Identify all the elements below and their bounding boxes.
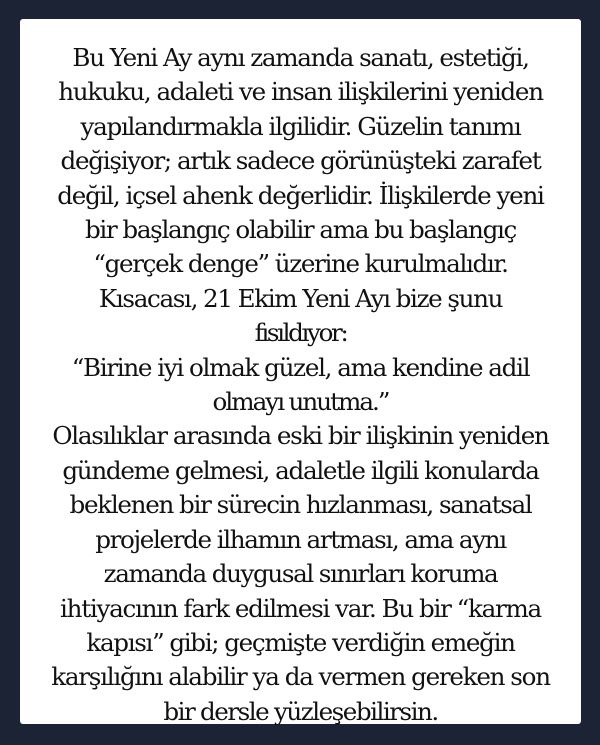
- quote-line: olmayı unutma.”: [212, 387, 389, 417]
- text-card: [20, 19, 581, 724]
- text-line: değişiyor; artık sadece görünüşteki zarafet: [60, 146, 541, 176]
- text-line: Bu Yeni Ay aynı zamanda sanatı, estetiği,: [72, 43, 529, 72]
- text-line: “gerçek denge” üzerine kurulmalıdır.: [93, 249, 508, 279]
- text-line: projelerde ilhamın artması, ama aynı: [95, 524, 506, 554]
- text-line: hukuku, adaleti ve insan ilişkilerini yeniden: [58, 77, 543, 107]
- text-line: ihtiyacının fark edilmesi var. Bu bir “karma: [60, 593, 541, 623]
- text-line: gündeme gelmesi, adaletle ilgili konularda: [62, 455, 539, 485]
- text-line: zamanda duygusal sınırları koruma: [103, 559, 498, 589]
- text-line: kapısı” gibi; geçmişte verdiğin emeğin: [86, 627, 515, 657]
- text-line: bir başlangıç olabilir ama bu başlangıç: [84, 215, 517, 245]
- quote-line: “Birine iyi olmak güzel, ama kendine adil: [71, 352, 530, 382]
- text-line: yapılandırmakla ilgilidir. Güzelin tanımı: [80, 111, 521, 141]
- text-line: bir dersle yüzleşebilirsin.: [163, 696, 438, 726]
- text-line: Kısacası, 21 Ekim Yeni Ayı bize şunu: [98, 283, 503, 313]
- text-line: karşılığını alabilir ya da vermen gereken son: [51, 662, 550, 692]
- text-line: fısıldıyor:: [254, 318, 347, 348]
- text-line: Olasılıklar arasında eski bir ilişkinin yeniden: [52, 421, 549, 451]
- text-line: beklenen bir sürecin hızlanması, sanatsal: [69, 490, 532, 520]
- body-text: [20, 41, 581, 729]
- text-line: değil, içsel ahenk değerlidir. İlişkilerde yeni: [57, 180, 544, 210]
